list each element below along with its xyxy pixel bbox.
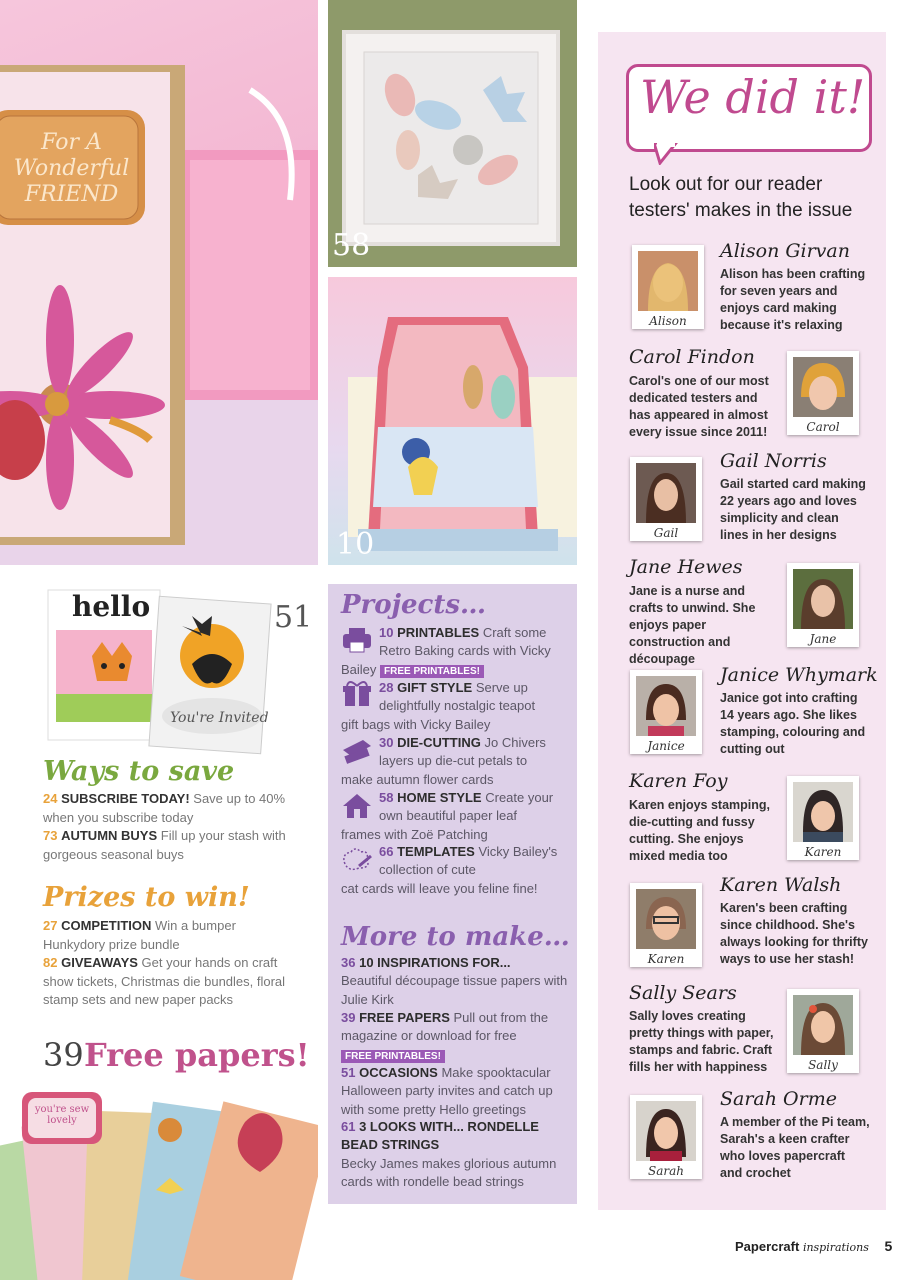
leaf-frame-illustration [328,0,577,267]
photo-caption: Jane [809,632,837,646]
item-number: 30 [379,735,394,750]
apron-page-number: 10 [336,527,375,562]
item-number: 82 [43,955,58,970]
avatar [636,1101,696,1161]
item-text: Fill up your stash with gorgeous seasonal buys [43,828,286,862]
item-text: make autumn flower cards [341,771,494,787]
speech-bubble-tail-icon [654,143,680,165]
item-text: Create your own beautiful paper leaf [379,790,554,824]
tester-photo [630,1095,702,1179]
free-printables-badge: FREE PRINTABLES! [380,665,484,678]
free-papers-page-number: 39 [43,1036,84,1074]
item-text: Save up to 40% when you subscribe today [43,791,286,825]
item-heading: SUBSCRIBE TODAY! [61,791,190,806]
item-number: 66 [379,844,394,859]
tester-name: Sarah Orme [720,1088,837,1110]
list-item [341,789,571,844]
contents-panel [328,584,577,1204]
list-item [341,1009,571,1064]
papers-label: you're sew lovely [34,1104,90,1126]
photo-flower-card [0,0,318,565]
item-number: 39 [341,1010,356,1025]
list-item [341,1118,571,1191]
item-number: 28 [379,680,394,695]
item-text: Get your hands on craft show tickets, Christmas die bundles, floral stamp sets and new paper packs [43,955,286,1007]
ways-to-save-title: Ways to save [43,756,235,787]
list-item [43,790,303,827]
photo-caption: Karen [804,845,842,859]
prizes-list [43,917,301,1010]
item-number: 27 [43,918,58,933]
avatar [793,569,853,629]
apron-card-illustration [328,277,577,565]
item-text: Serve up delightfully nostalgic teapot [379,680,536,714]
item-number: 73 [43,828,58,843]
list-item [43,917,301,954]
item-number: 10 [379,625,394,640]
photo-occasion-cards [42,586,272,756]
item-heading: DIE-CUTTING [397,735,481,750]
item-text: Beautiful découpage tissue papers with Julie Kirk [341,973,568,1007]
tester-bio: Gail started card making 22 years ago and loves simplicity and clean lines in her designs [720,477,866,542]
photo-caption: Janice [647,739,685,753]
tester-name: Alison Girvan [720,240,850,262]
tester-name: Janice Whymark [720,664,878,686]
list-item [43,827,303,864]
list-item [43,954,301,1010]
item-text: Becky James makes glorious autumn cards with rondelle bead strings [341,1155,557,1189]
item-heading: TEMPLATES [397,844,475,859]
list-item [341,624,571,679]
tester-bio: Sally loves creating pretty things with paper, stamps and fabric. Craft fills her with happiness [629,1009,774,1074]
item-heading: PRINTABLES [397,625,480,640]
item-number: 24 [43,791,58,806]
tester-bio: Carol's one of our most dedicated testers and has appeared in almost every issue since 2011! [629,374,769,439]
item-heading: FREE PAPERS [359,1010,450,1025]
photo-caption: Sally [808,1058,838,1072]
avatar [793,357,853,417]
card-greeting: For A Wonderful FRIEND [13,130,130,207]
tester-bio: Alison has been crafting for seven years and enjoys card making because it's relaxing [720,267,866,332]
tester-photo [787,776,859,860]
tester-photo [630,457,702,541]
prizes-title: Prizes to win! [43,882,250,913]
magazine-name: Papercraft [735,1239,800,1254]
magazine-subtitle: inspirations [802,1241,869,1254]
list-item [341,1064,571,1119]
tester-bio: Karen's been crafting since childhood. She's always looking for thrifty ways to use her stash! [720,901,868,966]
tester-photo [632,245,704,329]
item-heading: COMPETITION [61,918,152,933]
tester-name: Karen Walsh [720,874,842,896]
item-heading: GIFT STYLE [397,680,473,695]
item-text: frames with Zoë Patching [341,826,488,842]
photo-caption: Gail [653,526,679,540]
tester-bio: A member of the Pi team, Sarah's a keen crafter who loves papercraft and crochet [720,1115,870,1180]
item-heading: HOME STYLE [397,790,482,805]
item-text: Pull out from the magazine or download for free [341,1010,549,1044]
tester-name: Karen Foy [629,770,728,792]
list-item [341,734,571,789]
photo-free-papers [0,1082,318,1280]
tester-bio: Jane is a nurse and crafts to unwind. She enjoys paper construction and découpage [629,584,756,666]
tester-name: Jane Hewes [629,556,743,578]
item-heading: 3 LOOKS WITH... RONDELLE BEAD STRINGS [341,1119,539,1153]
avatar [638,251,698,311]
item-text: Vicky Bailey's collection of cute [379,844,558,878]
tester-name: Sally Sears [629,982,737,1004]
item-number: 58 [379,790,394,805]
item-number: 61 [341,1119,356,1134]
more-to-make-title: More to make… [341,922,570,952]
projects-title: Projects… [341,590,487,620]
avatar [793,995,853,1055]
tester-photo [630,883,702,967]
flower-card-illustration [0,0,318,565]
item-text: Bailey [341,661,377,677]
hello-card-text: hello [72,590,151,623]
tester-name: Gail Norris [720,450,827,472]
photo-caption: Alison [649,314,687,328]
tester-photo [787,563,859,647]
tester-name: Carol Findon [629,346,755,368]
tester-photo [630,670,702,754]
frame-page-number: 58 [332,228,371,263]
free-papers-title: Free papers! [84,1036,310,1074]
list-item [341,954,571,1009]
photo-caption: Sarah [648,1164,684,1178]
item-heading: AUTUMN BUYS [61,828,158,843]
tester-bio: Janice got into crafting 14 years ago. She likes stamping, colouring and cutting out [720,691,866,756]
tester-bio: Karen enjoys stamping, die-cutting and fussy cutting. She enjoys mixed media too [629,798,771,863]
photo-caption: Karen [647,952,685,966]
list-item [341,843,571,898]
page-number: 5 [884,1238,893,1254]
invite-card-text: You're Invited [170,710,269,726]
avatar [636,676,696,736]
item-text: Jo Chivers layers up die-cut petals to [379,735,546,769]
free-printables-badge: FREE PRINTABLES! [341,1050,445,1063]
item-text: Craft some Retro Baking cards with Vicky [379,625,551,659]
photo-leaf-frame [328,0,577,267]
page-footer [735,1238,892,1254]
hello-page-number: 51 [274,600,313,635]
item-text: cat cards will leave you feline fine! [341,880,538,896]
testers-intro: Look out for our reader testers' makes in the issue [629,174,853,221]
item-text: Make spooktacular Halloween party invites and catch up with some pretty Hello greetings [341,1065,553,1117]
tester-photo [787,989,859,1073]
item-heading: GIVEAWAYS [61,955,138,970]
avatar [793,782,853,842]
ways-to-save-list [43,790,303,864]
item-number: 36 [341,955,356,970]
avatar [636,889,696,949]
item-text: Win a bumper Hunkydory prize bundle [43,918,236,952]
item-heading: 10 INSPIRATIONS FOR... [359,955,511,970]
item-number: 51 [341,1065,356,1080]
tester-photo [787,351,859,435]
photo-apron-card [328,277,577,565]
photo-caption: Carol [806,420,840,434]
we-did-it-heading: We did it! [640,70,866,124]
list-item [341,679,571,734]
item-text: gift bags with Vicky Bailey [341,716,491,732]
item-heading: OCCASIONS [359,1065,438,1080]
avatar [636,463,696,523]
